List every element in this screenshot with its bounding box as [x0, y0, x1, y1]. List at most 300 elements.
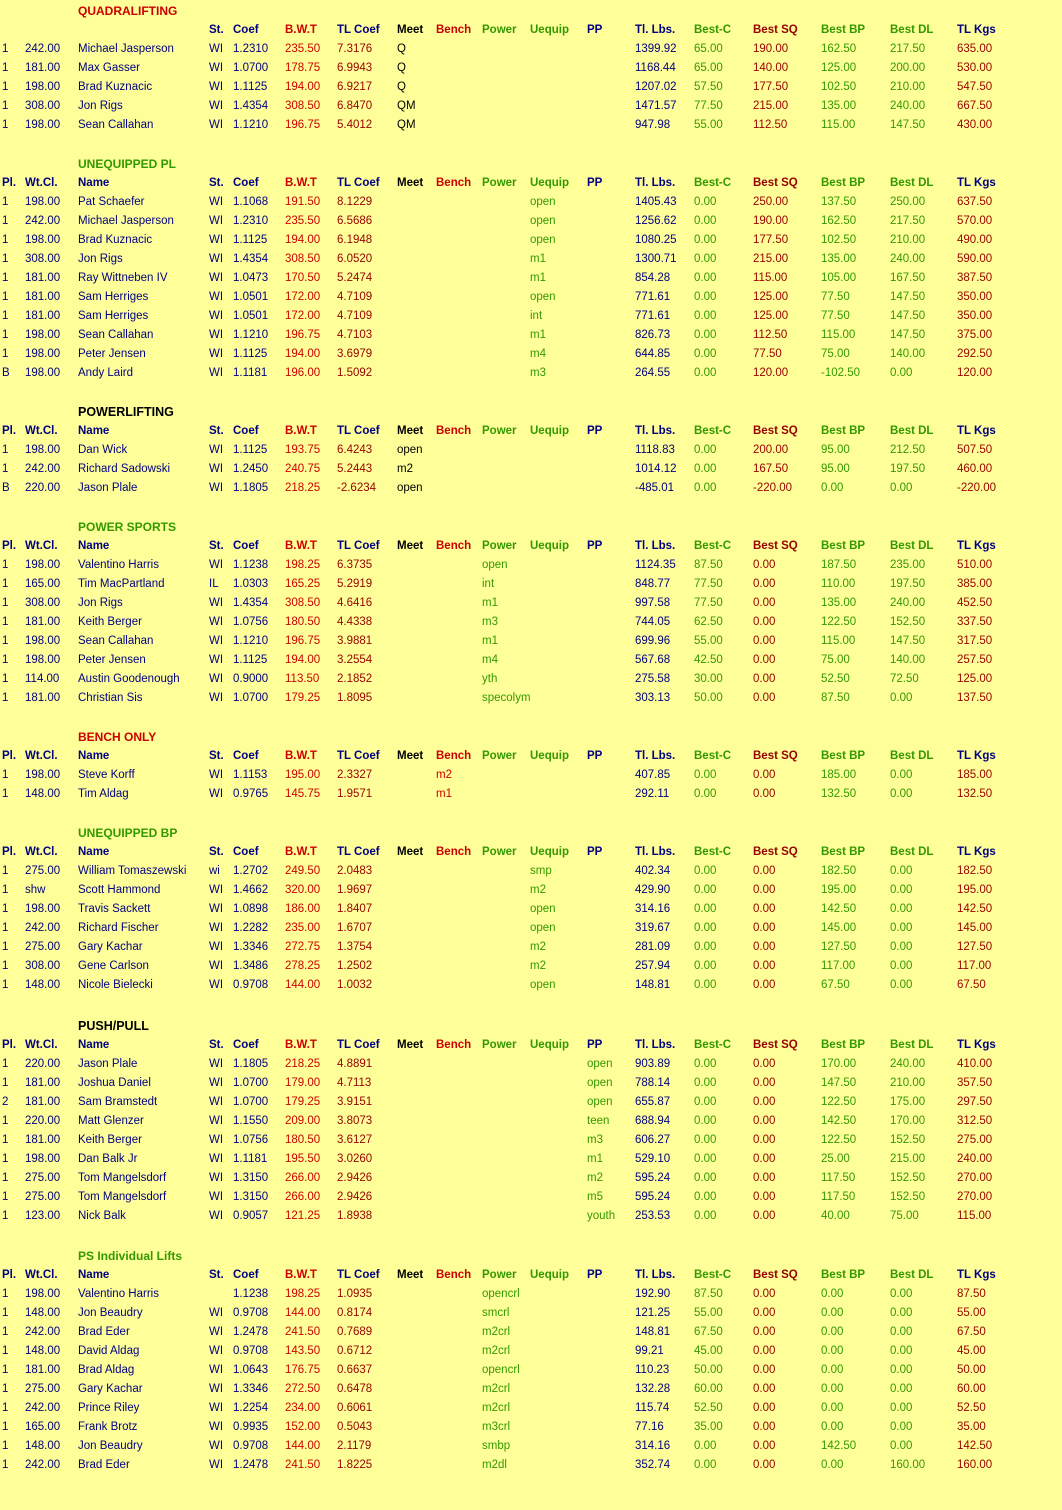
- header-best-c[interactable]: Best-C: [694, 24, 732, 36]
- cell-total-kgs: 350.00: [957, 291, 993, 303]
- header-body-weight[interactable]: B.W.T: [285, 846, 317, 858]
- header-best-bp[interactable]: Best BP: [821, 425, 866, 437]
- cell-pp: teen: [587, 1115, 610, 1127]
- cell-power: m2crl: [482, 1345, 511, 1357]
- header-uequip[interactable]: Uequip: [530, 750, 569, 762]
- header-uequip[interactable]: Uequip: [530, 177, 569, 189]
- header-best-bp[interactable]: Best BP: [821, 1269, 866, 1281]
- header-total-kgs[interactable]: TL Kgs: [957, 750, 996, 762]
- cell-coef: 1.1125: [233, 348, 268, 360]
- cell-place: 1: [2, 196, 9, 208]
- cell-total-lbs: 99.21: [635, 1345, 664, 1357]
- cell-state: WI: [209, 444, 224, 456]
- cell-best-dl: 175.00: [890, 1096, 926, 1108]
- header-body-weight[interactable]: B.W.T: [285, 750, 317, 762]
- cell-lifter-name: Sean Callahan: [78, 329, 154, 341]
- header-bench[interactable]: Bench: [436, 24, 472, 36]
- cell-weight-class: shw: [25, 884, 46, 896]
- header-bench[interactable]: Bench: [436, 1269, 472, 1281]
- cell-place: 1: [2, 1345, 9, 1357]
- cell-best-sq: 0.00: [753, 1307, 776, 1319]
- cell-coef: 1.0700: [233, 1077, 269, 1089]
- header-lifter-name[interactable]: Name: [78, 177, 110, 189]
- header-body-weight[interactable]: B.W.T: [285, 177, 317, 189]
- cell-state: WI: [209, 903, 224, 915]
- header-coef[interactable]: Coef: [233, 1269, 259, 1281]
- cell-best-sq: 0.00: [753, 1345, 776, 1357]
- cell-best-sq: 115.00: [753, 272, 788, 284]
- cell-body-weight: 121.25: [285, 1210, 321, 1222]
- cell-power: m2dl: [482, 1459, 507, 1471]
- cell-total-lbs: 655.87: [635, 1096, 671, 1108]
- cell-total-lbs: 77.16: [635, 1421, 664, 1433]
- column-header-row: [0, 537, 1062, 556]
- cell-lifter-name: Sam Herriges: [78, 310, 149, 322]
- cell-total-lbs: 132.28: [635, 1383, 671, 1395]
- cell-total-kgs: 142.50: [957, 903, 993, 915]
- cell-total-lbs: 1207.02: [635, 81, 677, 93]
- cell-weight-class: 198.00: [25, 196, 61, 208]
- header-pp[interactable]: PP: [587, 846, 603, 858]
- cell-coef: 0.9765: [233, 788, 269, 800]
- header-best-bp[interactable]: Best BP: [821, 177, 866, 189]
- header-best-dl[interactable]: Best DL: [890, 24, 934, 36]
- header-best-dl[interactable]: Best DL: [890, 750, 934, 762]
- cell-lifter-name: Nicole Bielecki: [78, 979, 153, 991]
- header-best-dl[interactable]: Best DL: [890, 540, 934, 552]
- cell-best-dl: 170.00: [890, 1115, 926, 1127]
- cell-coef: 0.9057: [233, 1210, 269, 1222]
- header-total-lbs[interactable]: Tl. Lbs.: [635, 750, 676, 762]
- cell-weight-class: 198.00: [25, 119, 61, 131]
- cell-weight-class: 148.00: [25, 1440, 61, 1452]
- cell-total-kgs: 337.50: [957, 616, 993, 628]
- cell-place: 1: [2, 119, 9, 131]
- header-state[interactable]: St.: [209, 425, 224, 437]
- cell-coef: 1.1153: [233, 769, 268, 781]
- header-total-kgs[interactable]: TL Kgs: [957, 540, 996, 552]
- table-row: [0, 689, 1062, 708]
- cell-pp: m5: [587, 1191, 603, 1203]
- header-best-bp[interactable]: Best BP: [821, 846, 866, 858]
- header-best-bp[interactable]: Best BP: [821, 24, 866, 36]
- header-power[interactable]: Power: [482, 540, 517, 552]
- header-best-c[interactable]: Best-C: [694, 425, 732, 437]
- cell-best-c: 0.00: [694, 310, 717, 322]
- header-lifter-name[interactable]: Name: [78, 425, 110, 437]
- cell-total-lbs: 826.73: [635, 329, 671, 341]
- cell-place: 1: [2, 1210, 9, 1222]
- cell-total-lbs: 771.61: [635, 291, 671, 303]
- cell-place: 1: [2, 1077, 9, 1089]
- header-tl-coef[interactable]: TL Coef: [337, 1039, 380, 1051]
- header-place[interactable]: Pl.: [2, 1269, 17, 1281]
- header-body-weight[interactable]: B.W.T: [285, 24, 317, 36]
- cell-lifter-name: Brad Aldag: [78, 1364, 135, 1376]
- cell-tl-coef: 0.6712: [337, 1345, 373, 1357]
- cell-place: 1: [2, 62, 9, 74]
- header-tl-coef[interactable]: TL Coef: [337, 177, 380, 189]
- header-best-bp[interactable]: Best BP: [821, 1039, 866, 1051]
- header-best-c[interactable]: Best-C: [694, 1039, 732, 1051]
- cell-body-weight: 218.25: [285, 1058, 321, 1070]
- header-total-kgs[interactable]: TL Kgs: [957, 1269, 996, 1281]
- table-row: [0, 575, 1062, 594]
- cell-best-dl: 0.00: [890, 1402, 913, 1414]
- cell-total-kgs: 67.50: [957, 1326, 986, 1338]
- header-lifter-name[interactable]: Name: [78, 846, 110, 858]
- table-row: [0, 1304, 1062, 1323]
- cell-best-dl: 160.00: [890, 1459, 926, 1471]
- header-meet[interactable]: Meet: [397, 1039, 424, 1051]
- table-row: [0, 1169, 1062, 1188]
- cell-best-c: 50.00: [694, 1364, 723, 1376]
- cell-place: 1: [2, 234, 9, 246]
- section-title: POWER SPORTS: [78, 520, 177, 534]
- header-best-c[interactable]: Best-C: [694, 750, 732, 762]
- cell-lifter-name: Jason Plale: [78, 482, 138, 494]
- header-total-kgs[interactable]: TL Kgs: [957, 425, 996, 437]
- header-tl-coef[interactable]: TL Coef: [337, 750, 380, 762]
- header-place[interactable]: Pl.: [2, 1039, 17, 1051]
- table-row: [0, 1418, 1062, 1437]
- cell-lifter-name: Michael Jasperson: [78, 43, 174, 55]
- cell-place: 1: [2, 1307, 9, 1319]
- cell-tl-coef: 4.6416: [337, 597, 373, 609]
- cell-bench: m1: [436, 788, 452, 800]
- header-lifter-name[interactable]: Name: [78, 540, 110, 552]
- header-meet[interactable]: Meet: [397, 750, 424, 762]
- cell-power: smcrl: [482, 1307, 510, 1319]
- header-best-c[interactable]: Best-C: [694, 540, 732, 552]
- header-meet[interactable]: Meet: [397, 1269, 424, 1281]
- cell-best-c: 0.00: [694, 941, 717, 953]
- header-best-dl[interactable]: Best DL: [890, 425, 934, 437]
- cell-best-bp: 142.50: [821, 1115, 857, 1127]
- header-best-dl[interactable]: Best DL: [890, 846, 934, 858]
- cell-best-c: 0.00: [694, 1210, 717, 1222]
- cell-weight-class: 220.00: [25, 1058, 61, 1070]
- header-best-sq[interactable]: Best SQ: [753, 24, 798, 36]
- cell-lifter-name: Jon Rigs: [78, 253, 123, 265]
- header-best-sq[interactable]: Best SQ: [753, 177, 798, 189]
- cell-total-lbs: 314.16: [635, 903, 671, 915]
- header-place[interactable]: Pl.: [2, 750, 17, 762]
- header-bench[interactable]: Bench: [436, 177, 472, 189]
- header-power[interactable]: Power: [482, 1039, 517, 1051]
- cell-state: WI: [209, 960, 224, 972]
- header-weight-class[interactable]: Wt.Cl.: [25, 750, 58, 762]
- cell-best-sq: 120.00: [753, 367, 789, 379]
- header-total-lbs[interactable]: Tl. Lbs.: [635, 425, 676, 437]
- header-best-sq[interactable]: Best SQ: [753, 1269, 798, 1281]
- header-meet[interactable]: Meet: [397, 540, 424, 552]
- cell-weight-class: 308.00: [25, 100, 61, 112]
- header-state[interactable]: St.: [209, 540, 224, 552]
- header-pp[interactable]: PP: [587, 1039, 603, 1051]
- cell-best-sq: 0.00: [753, 1191, 776, 1203]
- header-place[interactable]: Pl.: [2, 540, 17, 552]
- cell-best-c: 77.50: [694, 597, 723, 609]
- header-total-kgs[interactable]: TL Kgs: [957, 24, 996, 36]
- header-power[interactable]: Power: [482, 1269, 517, 1281]
- cell-best-sq: 0.00: [753, 673, 776, 685]
- cell-place: 1: [2, 616, 9, 628]
- cell-best-sq: 215.00: [753, 100, 789, 112]
- header-total-lbs[interactable]: Tl. Lbs.: [635, 1269, 676, 1281]
- header-bench[interactable]: Bench: [436, 846, 472, 858]
- header-best-sq[interactable]: Best SQ: [753, 540, 798, 552]
- table-row: [0, 938, 1062, 957]
- cell-body-weight: 172.00: [285, 291, 321, 303]
- cell-body-weight: 235.50: [285, 215, 321, 227]
- cell-body-weight: 198.25: [285, 559, 321, 571]
- cell-best-bp: 87.50: [821, 692, 850, 704]
- cell-best-c: 0.00: [694, 903, 717, 915]
- header-coef[interactable]: Coef: [233, 846, 259, 858]
- cell-best-bp: 162.50: [821, 43, 857, 55]
- header-pp[interactable]: PP: [587, 24, 603, 36]
- header-state[interactable]: St.: [209, 1269, 224, 1281]
- header-body-weight[interactable]: B.W.T: [285, 425, 317, 437]
- cell-weight-class: 181.00: [25, 1134, 61, 1146]
- header-weight-class[interactable]: Wt.Cl.: [25, 1269, 58, 1281]
- section-title: POWERLIFTING: [78, 405, 174, 419]
- table-row: [0, 881, 1062, 900]
- cell-weight-class: 181.00: [25, 1096, 61, 1108]
- header-meet[interactable]: Meet: [397, 846, 424, 858]
- header-uequip[interactable]: Uequip: [530, 846, 569, 858]
- header-total-kgs[interactable]: TL Kgs: [957, 846, 996, 858]
- cell-best-sq: 0.00: [753, 1096, 776, 1108]
- header-uequip[interactable]: Uequip: [530, 1269, 569, 1281]
- header-coef[interactable]: Coef: [233, 1039, 259, 1051]
- cell-best-bp: 117.50: [821, 1172, 856, 1184]
- header-meet[interactable]: Meet: [397, 425, 424, 437]
- header-uequip[interactable]: Uequip: [530, 425, 569, 437]
- cell-tl-coef: 2.9426: [337, 1191, 373, 1203]
- header-coef[interactable]: Coef: [233, 24, 259, 36]
- cell-best-bp: 102.50: [821, 234, 857, 246]
- header-uequip[interactable]: Uequip: [530, 1039, 569, 1051]
- cell-power: opencrl: [482, 1288, 520, 1300]
- section-title: BENCH ONLY: [78, 730, 157, 744]
- header-uequip[interactable]: Uequip: [530, 540, 569, 552]
- header-total-lbs[interactable]: Tl. Lbs.: [635, 177, 676, 189]
- header-best-sq[interactable]: Best SQ: [753, 750, 798, 762]
- cell-body-weight: 195.00: [285, 769, 321, 781]
- header-bench[interactable]: Bench: [436, 425, 472, 437]
- header-best-c[interactable]: Best-C: [694, 1269, 732, 1281]
- header-state[interactable]: St.: [209, 177, 224, 189]
- cell-best-dl: 0.00: [890, 922, 913, 934]
- table-row: [0, 1093, 1062, 1112]
- cell-best-bp: 145.00: [821, 922, 857, 934]
- header-total-lbs[interactable]: Tl. Lbs.: [635, 846, 676, 858]
- cell-place: 1: [2, 1364, 9, 1376]
- header-power[interactable]: Power: [482, 177, 517, 189]
- header-weight-class[interactable]: Wt.Cl.: [25, 1039, 58, 1051]
- cell-best-c: 0.00: [694, 960, 717, 972]
- header-place[interactable]: Pl.: [2, 846, 17, 858]
- header-total-kgs[interactable]: TL Kgs: [957, 1039, 996, 1051]
- header-body-weight[interactable]: B.W.T: [285, 1269, 317, 1281]
- header-coef[interactable]: Coef: [233, 177, 259, 189]
- header-weight-class[interactable]: Wt.Cl.: [25, 540, 58, 552]
- column-header-row: [0, 1036, 1062, 1055]
- cell-tl-coef: 4.7109: [337, 291, 373, 303]
- cell-place: 1: [2, 1058, 9, 1070]
- header-uequip[interactable]: Uequip: [530, 24, 569, 36]
- header-meet[interactable]: Meet: [397, 24, 424, 36]
- cell-total-lbs: 148.81: [635, 979, 671, 991]
- header-lifter-name[interactable]: Name: [78, 750, 110, 762]
- cell-total-lbs: 292.11: [635, 788, 670, 800]
- table-row: [0, 116, 1062, 135]
- header-tl-coef[interactable]: TL Coef: [337, 540, 380, 552]
- cell-best-c: 60.00: [694, 1383, 723, 1395]
- cell-coef: 1.1210: [233, 635, 269, 647]
- cell-best-dl: 0.00: [890, 1288, 913, 1300]
- header-best-c[interactable]: Best-C: [694, 846, 732, 858]
- header-best-dl[interactable]: Best DL: [890, 1039, 934, 1051]
- cell-total-kgs: 240.00: [957, 1153, 993, 1165]
- header-state[interactable]: St.: [209, 1039, 224, 1051]
- header-weight-class[interactable]: Wt.Cl.: [25, 846, 58, 858]
- cell-uequip: open: [530, 979, 556, 991]
- header-tl-coef[interactable]: TL Coef: [337, 425, 380, 437]
- cell-tl-coef: 4.4338: [337, 616, 373, 628]
- header-best-dl[interactable]: Best DL: [890, 1269, 934, 1281]
- cell-total-lbs: 429.90: [635, 884, 671, 896]
- cell-state: WI: [209, 81, 224, 93]
- header-coef[interactable]: Coef: [233, 425, 259, 437]
- cell-state: WI: [209, 559, 224, 571]
- header-best-bp[interactable]: Best BP: [821, 750, 866, 762]
- cell-best-sq: 167.50: [753, 463, 789, 475]
- header-tl-coef[interactable]: TL Coef: [337, 846, 380, 858]
- header-body-weight[interactable]: B.W.T: [285, 540, 317, 552]
- cell-power: opencrl: [482, 1364, 520, 1376]
- header-pp[interactable]: PP: [587, 177, 603, 189]
- cell-best-dl: 140.00: [890, 654, 926, 666]
- header-lifter-name[interactable]: Name: [78, 1039, 110, 1051]
- cell-tl-coef: 6.9943: [337, 62, 373, 74]
- header-pp[interactable]: PP: [587, 425, 603, 437]
- cell-total-lbs: 947.98: [635, 119, 671, 131]
- header-best-sq[interactable]: Best SQ: [753, 1039, 798, 1051]
- cell-best-bp: 110.00: [821, 578, 856, 590]
- header-power[interactable]: Power: [482, 750, 517, 762]
- cell-body-weight: 249.50: [285, 865, 321, 877]
- header-place[interactable]: Pl.: [2, 177, 17, 189]
- header-coef[interactable]: Coef: [233, 750, 259, 762]
- header-power[interactable]: Power: [482, 846, 517, 858]
- cell-best-bp: 0.00: [821, 1459, 844, 1471]
- cell-tl-coef: 3.8073: [337, 1115, 373, 1127]
- header-tl-coef[interactable]: TL Coef: [337, 1269, 380, 1281]
- cell-state: WI: [209, 1058, 224, 1070]
- header-best-bp[interactable]: Best BP: [821, 540, 866, 552]
- cell-best-dl: 0.00: [890, 482, 913, 494]
- cell-best-bp: 0.00: [821, 482, 844, 494]
- header-total-lbs[interactable]: Tl. Lbs.: [635, 540, 676, 552]
- cell-place: 1: [2, 329, 9, 341]
- header-best-c[interactable]: Best-C: [694, 177, 732, 189]
- cell-state: IL: [209, 578, 219, 590]
- header-place[interactable]: Pl.: [2, 425, 17, 437]
- cell-total-kgs: 275.00: [957, 1134, 993, 1146]
- cell-best-dl: 0.00: [890, 884, 913, 896]
- cell-lifter-name: Matt Glenzer: [78, 1115, 144, 1127]
- table-row: [0, 59, 1062, 78]
- cell-coef: 0.9935: [233, 1421, 269, 1433]
- cell-best-dl: 217.50: [890, 43, 926, 55]
- cell-best-sq: 0.00: [753, 1326, 776, 1338]
- section-title: UNEQUIPPED BP: [78, 826, 178, 840]
- header-state[interactable]: St.: [209, 846, 224, 858]
- header-coef[interactable]: Coef: [233, 540, 259, 552]
- cell-best-dl: 167.50: [890, 272, 926, 284]
- header-best-sq[interactable]: Best SQ: [753, 846, 798, 858]
- cell-coef: 1.1238: [233, 1288, 269, 1300]
- cell-state: WI: [209, 1153, 224, 1165]
- cell-total-kgs: 60.00: [957, 1383, 986, 1395]
- header-bench[interactable]: Bench: [436, 1039, 472, 1051]
- header-state[interactable]: St.: [209, 24, 224, 36]
- cell-total-kgs: 142.50: [957, 1440, 993, 1452]
- header-lifter-name[interactable]: Name: [78, 1269, 110, 1281]
- cell-best-dl: 212.50: [890, 444, 926, 456]
- cell-tl-coef: 2.1852: [337, 673, 373, 685]
- cell-total-kgs: 67.50: [957, 979, 986, 991]
- cell-best-c: 0.00: [694, 329, 717, 341]
- header-pp[interactable]: PP: [587, 750, 603, 762]
- header-bench[interactable]: Bench: [436, 540, 472, 552]
- header-power[interactable]: Power: [482, 24, 517, 36]
- cell-lifter-name: Sean Callahan: [78, 635, 154, 647]
- header-best-dl[interactable]: Best DL: [890, 177, 934, 189]
- header-meet[interactable]: Meet: [397, 177, 424, 189]
- header-total-lbs[interactable]: Tl. Lbs.: [635, 1039, 676, 1051]
- cell-total-lbs: 529.10: [635, 1153, 671, 1165]
- header-power[interactable]: Power: [482, 425, 517, 437]
- cell-tl-coef: 1.3754: [337, 941, 373, 953]
- cell-best-bp: 0.00: [821, 1364, 844, 1376]
- header-body-weight[interactable]: B.W.T: [285, 1039, 317, 1051]
- cell-coef: 1.2450: [233, 463, 269, 475]
- header-pp[interactable]: PP: [587, 540, 603, 552]
- table-row: [0, 269, 1062, 288]
- cell-best-sq: 0.00: [753, 1459, 776, 1471]
- header-state[interactable]: St.: [209, 750, 224, 762]
- header-pp[interactable]: PP: [587, 1269, 603, 1281]
- cell-total-kgs: 50.00: [957, 1364, 986, 1376]
- cell-state: WI: [209, 1364, 224, 1376]
- header-best-sq[interactable]: Best SQ: [753, 425, 798, 437]
- cell-best-bp: 0.00: [821, 1383, 844, 1395]
- header-weight-class[interactable]: Wt.Cl.: [25, 425, 58, 437]
- header-weight-class[interactable]: Wt.Cl.: [25, 177, 58, 189]
- cell-weight-class: 181.00: [25, 1077, 61, 1089]
- header-total-lbs[interactable]: Tl. Lbs.: [635, 24, 676, 36]
- cell-lifter-name: Jon Beaudry: [78, 1307, 143, 1319]
- header-bench[interactable]: Bench: [436, 750, 472, 762]
- cell-total-kgs: 185.00: [957, 769, 993, 781]
- header-tl-coef[interactable]: TL Coef: [337, 24, 380, 36]
- cell-best-bp: 135.00: [821, 597, 857, 609]
- header-total-kgs[interactable]: TL Kgs: [957, 177, 996, 189]
